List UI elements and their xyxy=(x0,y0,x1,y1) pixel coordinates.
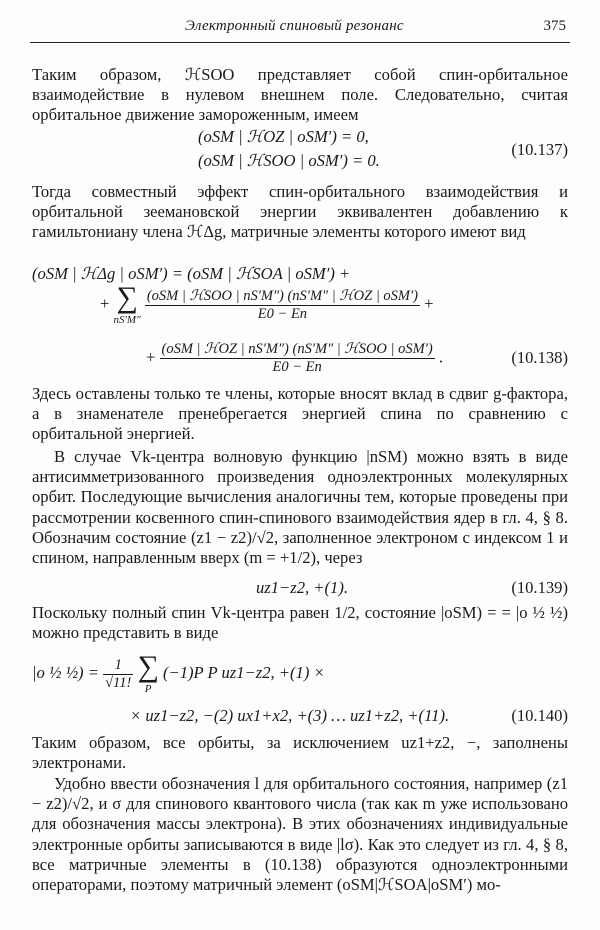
paragraph-7 xyxy=(32,774,568,895)
fraction-1-numerator: (oSM | ℋSOO | nS′M″) (nS′M″ | ℋOZ | oSM′) xyxy=(146,287,419,304)
paragraph-6-text: Таким образом, все орбиты, за исключением uz1+z2, −, заполнены электронами. xyxy=(32,733,568,773)
sigma-symbol: ∑ xyxy=(116,281,138,314)
equation-10-137-line-1: (oSM | ℋOZ | oSM′) = 0, xyxy=(198,127,369,146)
equation-number-10-140: (10.140) xyxy=(511,706,568,725)
paragraph-5 xyxy=(32,603,568,643)
terminal-period: . xyxy=(438,347,444,367)
paragraph-2 xyxy=(32,182,568,243)
coefficient-denominator: √11! xyxy=(105,674,132,691)
equation-10-139: uz1−z2, +(1). xyxy=(256,578,348,597)
fraction-1-denominator: E0 − En xyxy=(257,305,308,322)
permutation-summation xyxy=(137,652,158,696)
equation-10-140-row-2: × uz1−z2, −(2) ux1+x2, +(3) … uz1+z2, +(11). xyxy=(130,706,450,725)
equation-10-138-second-row xyxy=(146,341,443,376)
plus-sign-2: + xyxy=(146,347,156,367)
paragraph-3 xyxy=(32,384,568,445)
fraction-1 xyxy=(145,288,420,323)
paragraph-4-text: В случае Vk-центра волновую функцию |nSM) можно взять в виде антисимметризованного произведения одноэлектронных молекулярных орбит. Последующие вычисления аналогичны тем, которые проведены при рассмотрении косвенного спин-спинового взаимодействия ядер в гл. 4, § 8. Обозначим состояние (z1 − z2)/√2, заполненное электроном с индексом 1 и спином, направленным вверх (m = +1/2), через xyxy=(32,447,568,568)
fraction-2 xyxy=(160,341,435,376)
trailing-plus: + xyxy=(424,293,434,313)
equation-number-10-139: (10.139) xyxy=(511,578,568,597)
equation-10-140-row-1 xyxy=(32,652,325,696)
normalization-coefficient xyxy=(103,657,133,692)
fraction-2-denominator: E0 − En xyxy=(272,359,322,375)
paragraph-1-text: Таким образом, ℋSOO представляет собой спин-орбитальное взаимодействие в нулевом внешнем поле. Следовательно, считая орбитальное движение замороженным, имеем xyxy=(32,65,568,125)
sigma-symbol-2: ∑ xyxy=(137,650,159,683)
summation-index: nS′M″ xyxy=(113,314,141,326)
paragraph-3-text: Здесь оставлены только те члены, которые вносят вклад в сдвиг g-фактора, а в знаменателе пренебрегается энергией спина по сравнению с орбитальной энергией. xyxy=(32,384,568,444)
paragraph-1 xyxy=(32,65,568,126)
plus-sign: + xyxy=(100,293,110,313)
page-header xyxy=(30,14,570,38)
page-number: 375 xyxy=(543,18,566,34)
paragraph-6 xyxy=(32,733,568,773)
equation-10-138-sum-row xyxy=(100,283,434,327)
equation-number-10-137: (10.137) xyxy=(511,140,568,159)
permutation-index: P xyxy=(144,683,152,695)
paragraph-2-text: Тогда совместный эффект спин-орбитального взаимодействия и орбитальной зеемановской энергии эквивалентен добавлению к гамильтониану члена ℋΔg, матричные элементы которого имеют вид xyxy=(32,182,568,242)
paragraph-4 xyxy=(32,447,568,568)
equation-10-140-rhs-1: (−1)P P uz1−z2, +(1) × xyxy=(163,662,325,682)
equation-10-137-line-2: (oSM | ℋSOO | oSM′) = 0. xyxy=(198,151,380,170)
equation-10-140-lhs: |o ½ ½) = xyxy=(32,662,99,682)
coefficient-numerator: 1 xyxy=(103,657,133,675)
fraction-2-numerator: (oSM | ℋOZ | nS′M″) (nS′M″ | ℋSOO | oSM′) xyxy=(161,341,433,357)
running-title: Электронный спиновый резонанс xyxy=(185,18,404,34)
header-rule xyxy=(30,42,570,43)
paragraph-7-text: Удобно ввести обозначения l для орбитального состояния, например (z1 − z2)/√2, и σ для спинового квантового числа (так как m уже использовано для обозначения массы электрона). В этих обозначениях индивидуальные электронные орбиты записываются в виде |lσ). Как это следует из гл. 4, § 8, все матричные элементы в (10.138) образуются одноэлектронными операторами, поэтому матричный элемент (oSM|ℋSOA|oSM′) мо- xyxy=(32,774,568,895)
summation xyxy=(114,283,141,327)
equation-10-138-lhs: (oSM | ℋΔg | oSM′) = (oSM | ℋSOA | oSM′) + xyxy=(32,264,351,283)
equation-number-10-138: (10.138) xyxy=(511,348,568,367)
paragraph-5-text: Поскольку полный спин Vk-центра равен 1/2, состояние |oSM) = = |o ½ ½) можно представить в виде xyxy=(32,603,568,643)
